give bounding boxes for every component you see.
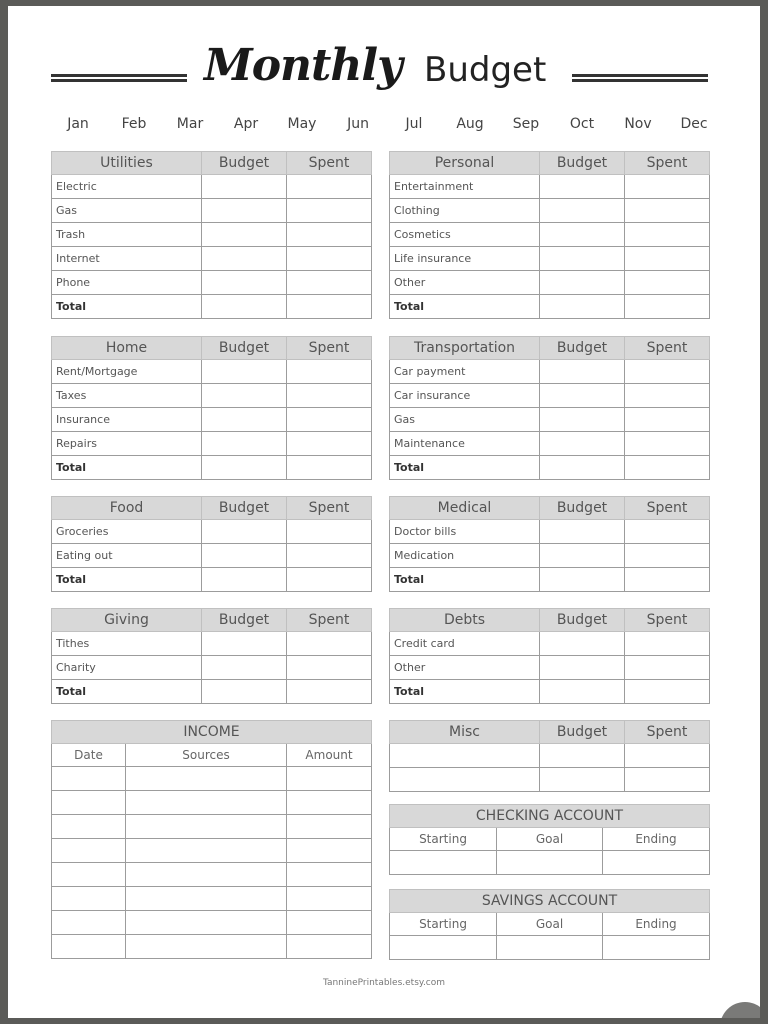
spent-cell[interactable] [287,432,372,456]
row-label: Other [390,656,540,680]
table-row [52,863,372,887]
debts-table [389,608,710,704]
sources-cell[interactable] [126,767,287,791]
row-label: Charity [52,656,202,680]
spent-header: Spent [287,337,372,360]
spent-cell[interactable] [625,408,710,432]
table-row [390,247,710,271]
budget-cell[interactable] [540,568,625,592]
spent-header: Spent [625,337,710,360]
spent-cell[interactable] [287,271,372,295]
total-row [390,295,710,319]
giving-table [51,608,372,704]
utilities-title: Utilities [52,152,202,175]
checking-account-table [389,804,710,875]
table-row [52,632,372,656]
row-label: Rent/Mortgage [52,360,202,384]
table-row [390,936,710,960]
home-table [51,336,372,480]
budget-cell[interactable] [202,544,287,568]
table-row [390,360,710,384]
budget-cell[interactable] [202,223,287,247]
budget-cell[interactable] [540,744,625,768]
row-label: Repairs [52,432,202,456]
table-header-row [390,721,710,744]
goal-header: Goal [497,913,603,936]
total-row [52,680,372,704]
spent-cell[interactable] [625,360,710,384]
budget-cell[interactable] [202,632,287,656]
transportation-title: Transportation [390,337,540,360]
budget-cell[interactable] [202,199,287,223]
spent-cell[interactable] [287,456,372,480]
misc-table [389,720,710,792]
table-row [52,911,372,935]
budget-cell[interactable] [202,656,287,680]
row-label: Doctor bills [390,520,540,544]
table-row [52,199,372,223]
personal-table [389,151,710,319]
starting-header: Starting [390,828,497,851]
budget-cell[interactable] [540,656,625,680]
table-header-row [390,152,710,175]
spent-cell[interactable] [625,456,710,480]
table-header-row [52,721,372,744]
starting-cell[interactable] [390,851,497,875]
amount-cell[interactable] [287,863,372,887]
table-row [390,223,710,247]
row-label: Phone [52,271,202,295]
spent-header: Spent [287,152,372,175]
budget-cell[interactable] [202,295,287,319]
table-row [390,408,710,432]
spent-cell[interactable] [625,175,710,199]
month-jun: Jun [347,116,369,132]
amount-cell[interactable] [287,935,372,959]
transportation-table [389,336,710,480]
table-header-row [390,805,710,828]
budget-cell[interactable] [540,632,625,656]
row-label: Insurance [52,408,202,432]
budget-cell[interactable] [202,247,287,271]
budget-header: Budget [202,337,287,360]
date-header: Date [52,744,126,767]
spent-cell[interactable] [625,199,710,223]
table-row [390,632,710,656]
budget-worksheet-page [8,6,760,1018]
budget-cell[interactable] [540,456,625,480]
month-sep: Sep [512,116,540,132]
budget-header: Budget [540,721,625,744]
date-cell[interactable] [52,791,126,815]
month-feb: Feb [121,116,147,132]
date-cell[interactable] [52,935,126,959]
budget-cell[interactable] [202,432,287,456]
income-table [51,720,372,959]
table-header-row [52,337,372,360]
table-row [52,544,372,568]
spent-cell[interactable] [287,223,372,247]
table-header-row [52,497,372,520]
title-plain: Budget [424,50,547,90]
utilities-table [51,151,372,319]
budget-cell[interactable] [540,360,625,384]
budget-cell[interactable] [202,384,287,408]
spent-header: Spent [287,609,372,632]
food-title: Food [52,497,202,520]
row-label: Other [390,271,540,295]
month-oct: Oct [569,116,595,132]
spent-cell[interactable] [625,223,710,247]
table-row [52,432,372,456]
misc-label-cell[interactable] [390,744,540,768]
month-mar: Mar [176,116,204,132]
date-cell[interactable] [52,887,126,911]
amount-cell[interactable] [287,911,372,935]
total-label: Total [390,680,540,704]
table-row [52,360,372,384]
goal-cell[interactable] [497,936,603,960]
date-cell[interactable] [52,815,126,839]
spent-cell[interactable] [625,656,710,680]
month-nov: Nov [624,116,652,132]
medical-table [389,496,710,592]
ending-cell[interactable] [603,936,710,960]
spent-cell[interactable] [625,744,710,768]
amount-cell[interactable] [287,887,372,911]
month-apr: Apr [233,116,259,132]
page-header [8,40,760,100]
header-rule-right [572,74,708,82]
table-row [52,767,372,791]
spent-cell[interactable] [625,680,710,704]
goal-header: Goal [497,828,603,851]
table-row [390,520,710,544]
table-row [52,815,372,839]
row-label: Tithes [52,632,202,656]
spent-cell[interactable] [287,408,372,432]
table-row [52,887,372,911]
savings-account-table [389,889,710,960]
month-may: May [287,116,317,132]
header-rule-left [51,74,187,82]
total-row [52,295,372,319]
row-label: Credit card [390,632,540,656]
budget-cell[interactable] [540,175,625,199]
spent-cell[interactable] [625,568,710,592]
page-corner-shadow [720,1002,760,1018]
table-row [52,791,372,815]
total-row [390,680,710,704]
amount-cell[interactable] [287,767,372,791]
row-label: Car payment [390,360,540,384]
table-row [390,432,710,456]
footer-credit: TanninePrintables.etsy.com [322,978,446,988]
budget-cell[interactable] [540,544,625,568]
sources-cell[interactable] [126,911,287,935]
spent-cell[interactable] [287,680,372,704]
debts-title: Debts [390,609,540,632]
table-header-row [52,609,372,632]
personal-title: Personal [390,152,540,175]
row-label: Entertainment [390,175,540,199]
spent-cell[interactable] [287,632,372,656]
misc-title: Misc [390,721,540,744]
spent-cell[interactable] [625,432,710,456]
budget-cell[interactable] [202,680,287,704]
sources-cell[interactable] [126,887,287,911]
ending-header: Ending [603,913,710,936]
spent-cell[interactable] [287,360,372,384]
budget-cell[interactable] [540,680,625,704]
total-label: Total [390,568,540,592]
row-label: Internet [52,247,202,271]
sources-cell[interactable] [126,791,287,815]
table-row [390,768,710,792]
table-header-row [390,337,710,360]
row-label: Eating out [52,544,202,568]
spent-cell[interactable] [625,295,710,319]
checking-subheader-row [390,828,710,851]
budget-cell[interactable] [540,199,625,223]
budget-cell[interactable] [540,247,625,271]
spent-cell[interactable] [625,544,710,568]
row-label: Taxes [52,384,202,408]
ending-header: Ending [603,828,710,851]
budget-header: Budget [202,152,287,175]
table-row [52,175,372,199]
table-header-row [390,890,710,913]
spent-cell[interactable] [625,271,710,295]
table-header-row [52,152,372,175]
row-label: Electric [52,175,202,199]
spent-cell[interactable] [625,768,710,792]
date-cell[interactable] [52,911,126,935]
table-row [52,935,372,959]
sources-header: Sources [126,744,287,767]
starting-header: Starting [390,913,497,936]
table-row [390,656,710,680]
date-cell[interactable] [52,767,126,791]
title-script: Monthly [204,40,402,91]
table-row [52,223,372,247]
spent-cell[interactable] [287,568,372,592]
spent-cell[interactable] [287,199,372,223]
spent-cell[interactable] [287,175,372,199]
budget-header: Budget [202,497,287,520]
spent-cell[interactable] [287,247,372,271]
budget-cell[interactable] [202,520,287,544]
ending-cell[interactable] [603,851,710,875]
budget-header: Budget [540,497,625,520]
budget-cell[interactable] [202,271,287,295]
spent-cell[interactable] [625,632,710,656]
budget-header: Budget [540,152,625,175]
date-cell[interactable] [52,863,126,887]
medical-title: Medical [390,497,540,520]
table-row [52,247,372,271]
budget-cell[interactable] [540,432,625,456]
amount-header: Amount [287,744,372,767]
spent-cell[interactable] [625,247,710,271]
goal-cell[interactable] [497,851,603,875]
starting-cell[interactable] [390,936,497,960]
spent-cell[interactable] [287,656,372,680]
total-label: Total [52,295,202,319]
budget-cell[interactable] [540,295,625,319]
budget-cell[interactable] [202,175,287,199]
spent-cell[interactable] [287,384,372,408]
table-row [390,271,710,295]
table-header-row [390,609,710,632]
total-label: Total [52,456,202,480]
misc-label-cell[interactable] [390,768,540,792]
table-row [52,408,372,432]
amount-cell[interactable] [287,791,372,815]
row-label: Maintenance [390,432,540,456]
budget-cell[interactable] [202,408,287,432]
food-table [51,496,372,592]
budget-cell[interactable] [540,408,625,432]
row-label: Groceries [52,520,202,544]
total-label: Total [52,680,202,704]
budget-cell[interactable] [540,271,625,295]
row-label: Life insurance [390,247,540,271]
spent-header: Spent [625,609,710,632]
month-dec: Dec [680,116,708,132]
table-row [390,175,710,199]
spent-header: Spent [625,721,710,744]
table-row [52,839,372,863]
total-row [390,456,710,480]
budget-cell[interactable] [540,520,625,544]
total-row [390,568,710,592]
amount-cell[interactable] [287,839,372,863]
checking-title: CHECKING ACCOUNT [390,805,710,828]
row-label: Clothing [390,199,540,223]
table-row [52,271,372,295]
spent-cell[interactable] [625,384,710,408]
month-jul: Jul [405,116,423,132]
giving-title: Giving [52,609,202,632]
table-row [52,520,372,544]
month-jan: Jan [67,116,89,132]
budget-cell[interactable] [540,384,625,408]
sources-cell[interactable] [126,863,287,887]
spent-cell[interactable] [625,520,710,544]
month-row [50,116,722,136]
row-label: Gas [52,199,202,223]
total-label: Total [52,568,202,592]
budget-header: Budget [202,609,287,632]
savings-subheader-row [390,913,710,936]
table-row [390,544,710,568]
table-row [52,384,372,408]
table-row [390,851,710,875]
table-row [390,199,710,223]
spent-header: Spent [287,497,372,520]
row-label: Medication [390,544,540,568]
sources-cell[interactable] [126,839,287,863]
spent-cell[interactable] [287,544,372,568]
sources-cell[interactable] [126,935,287,959]
row-label: Cosmetics [390,223,540,247]
month-aug: Aug [456,116,484,132]
row-label: Gas [390,408,540,432]
total-row [52,568,372,592]
budget-cell[interactable] [540,768,625,792]
total-label: Total [390,295,540,319]
home-title: Home [52,337,202,360]
budget-header: Budget [540,337,625,360]
budget-header: Budget [540,609,625,632]
table-row [52,656,372,680]
spent-header: Spent [625,152,710,175]
table-row [390,384,710,408]
sources-cell[interactable] [126,815,287,839]
savings-title: SAVINGS ACCOUNT [390,890,710,913]
spent-header: Spent [625,497,710,520]
row-label: Car insurance [390,384,540,408]
budget-cell[interactable] [540,223,625,247]
table-row [390,744,710,768]
income-title: INCOME [52,721,372,744]
amount-cell[interactable] [287,815,372,839]
budget-cell[interactable] [202,568,287,592]
budget-cell[interactable] [202,456,287,480]
date-cell[interactable] [52,839,126,863]
spent-cell[interactable] [287,520,372,544]
spent-cell[interactable] [287,295,372,319]
income-subheader-row [52,744,372,767]
budget-cell[interactable] [202,360,287,384]
table-header-row [390,497,710,520]
row-label: Trash [52,223,202,247]
total-label: Total [390,456,540,480]
total-row [52,456,372,480]
